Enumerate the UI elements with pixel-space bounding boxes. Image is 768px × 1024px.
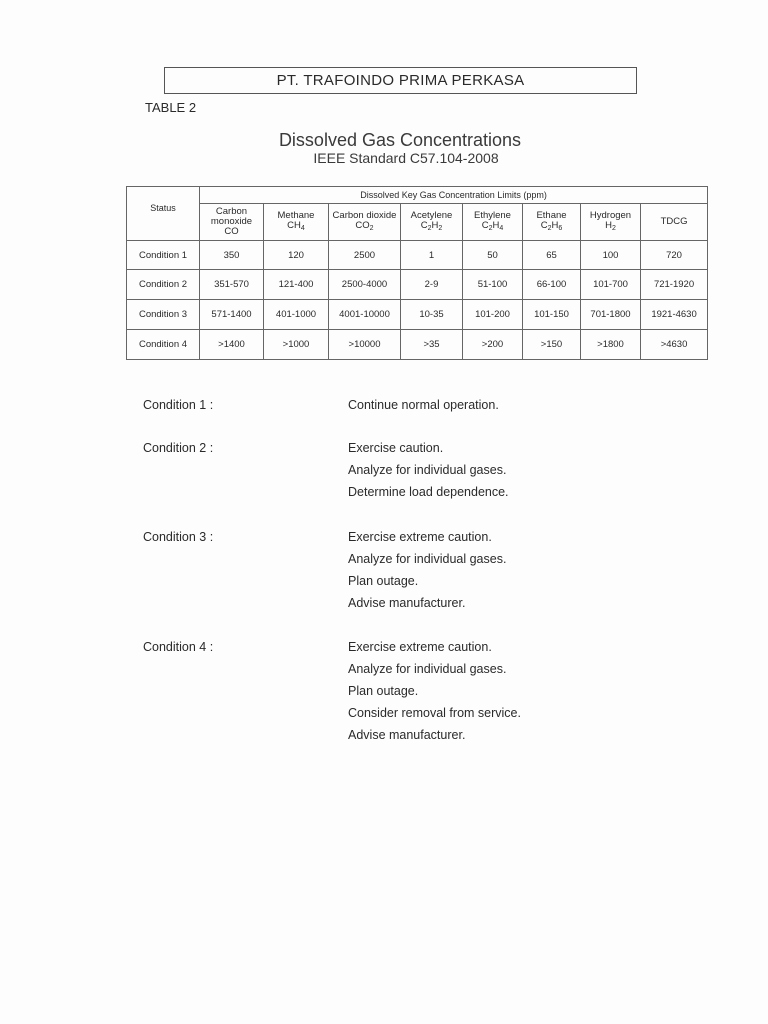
page-title: Dissolved Gas Concentrations [278, 130, 522, 150]
status-cell: Condition 3 [127, 300, 200, 330]
condition-action: Plan outage. [348, 684, 419, 698]
table-cell: 50 [463, 241, 523, 270]
condition-action: Exercise caution. [348, 441, 444, 455]
condition-action: Plan outage. [348, 574, 419, 588]
table-cell: 4001-10000 [329, 300, 401, 330]
table-cell: >1400 [200, 330, 264, 360]
condition-action: Exercise extreme caution. [348, 530, 492, 544]
condition-action: Exercise extreme caution. [348, 640, 492, 654]
table-label: TABLE 2 [145, 100, 197, 115]
condition-action: Advise manufacturer. [348, 596, 466, 610]
column-name: Ethane [536, 209, 567, 221]
column-name: Carbon dioxide [332, 209, 397, 221]
column-header [523, 204, 581, 241]
condition-action: Continue normal operation. [348, 398, 499, 412]
column-header [401, 204, 463, 241]
table-cell: >35 [401, 330, 463, 360]
table-cell: 1 [401, 241, 463, 270]
table-cell: >150 [523, 330, 581, 360]
condition-action: Consider removal from service. [348, 706, 521, 720]
column-name: Methane [277, 209, 315, 221]
table-cell: 351-570 [200, 270, 264, 300]
column-formula: $CH_4$ [287, 219, 305, 232]
gas-concentration-table [126, 186, 708, 360]
column-name: Ethylene [474, 209, 511, 221]
table-cell: 1921-4630 [641, 300, 708, 330]
status-cell: Condition 1 [127, 241, 200, 270]
table-cell: 701-1800 [581, 300, 641, 330]
table-cell: >1000 [264, 330, 329, 360]
table-cell: 51-100 [463, 270, 523, 300]
table-row [127, 270, 708, 300]
company-name: PT. TRAFOINDO PRIMA PERKASA [164, 67, 637, 94]
table-cell: >1800 [581, 330, 641, 360]
column-header [581, 204, 641, 241]
table-row [127, 241, 708, 270]
table-row [127, 330, 708, 360]
table-cell: 65 [523, 241, 581, 270]
table-cell: 100 [581, 241, 641, 270]
column-formula: $C_2H_6$ [540, 219, 563, 232]
table-cell: 101-200 [463, 300, 523, 330]
table-cell: 121-400 [264, 270, 329, 300]
table-cell: 120 [264, 241, 329, 270]
condition-action: Advise manufacturer. [348, 728, 466, 742]
column-header [463, 204, 523, 241]
table-cell: 2500 [329, 241, 401, 270]
table-cell: >4630 [641, 330, 708, 360]
column-header-row [127, 204, 708, 241]
column-header [264, 204, 329, 241]
column-name: Carbon monoxide [210, 206, 253, 227]
column-formula: $CO_2$ [355, 219, 374, 232]
status-cell: Condition 4 [127, 330, 200, 360]
condition-label: Condition 2 : [143, 441, 214, 455]
table-cell: 10-35 [401, 300, 463, 330]
table-cell: 720 [641, 241, 708, 270]
table-cell: 101-700 [581, 270, 641, 300]
condition-label: Condition 4 : [143, 640, 214, 654]
table-row [127, 300, 708, 330]
condition-label: Condition 1 : [143, 398, 214, 412]
table-cell: >10000 [329, 330, 401, 360]
condition-label: Condition 3 : [143, 530, 214, 544]
status-cell: Condition 2 [127, 270, 200, 300]
table-cell: 571-1400 [200, 300, 264, 330]
column-formula: $H_2$ [605, 219, 616, 232]
column-name: Hydrogen [589, 209, 632, 221]
condition-action: Analyze for individual gases. [348, 463, 507, 477]
table-cell: 66-100 [523, 270, 581, 300]
table-cell: 2-9 [401, 270, 463, 300]
condition-action: Determine load dependence. [348, 485, 509, 499]
column-header [200, 204, 264, 241]
column-formula: CO [224, 226, 239, 237]
column-formula: $C_2H_4$ [481, 219, 504, 232]
column-header [329, 204, 401, 241]
table-cell: 2500-4000 [329, 270, 401, 300]
column-header [641, 204, 708, 241]
condition-action: Analyze for individual gases. [348, 552, 507, 566]
column-name: Acetylene [410, 209, 453, 221]
column-formula: $C_2H_2$ [420, 219, 443, 232]
status-header: Status [127, 187, 200, 241]
table-cell: 350 [200, 241, 264, 270]
page-subtitle: IEEE Standard C57.104-2008 [313, 150, 499, 166]
condition-action: Analyze for individual gases. [348, 662, 507, 676]
table-cell: 101-150 [523, 300, 581, 330]
column-name: TDCG [660, 216, 688, 227]
table-cell: 401-1000 [264, 300, 329, 330]
table-cell: >200 [463, 330, 523, 360]
group-header: Dissolved Key Gas Concentration Limits (ppm) [200, 187, 708, 204]
table-body [127, 241, 708, 360]
table-cell: 721-1920 [641, 270, 708, 300]
